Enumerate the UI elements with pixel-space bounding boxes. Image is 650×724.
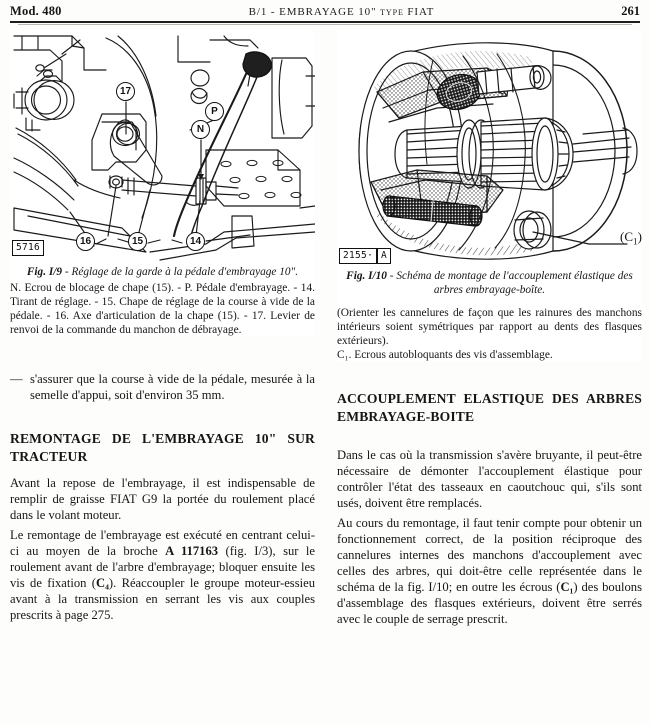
figure-i10-plate-id-letter: A <box>377 248 391 265</box>
figure-i10-illustration <box>337 30 642 266</box>
figure-i10-plate-id-number: 2155· <box>339 248 377 265</box>
figure-i10-caption-text: - Schéma de montage de l'accouplement élastique des arbres embrayage-boîte. <box>386 270 633 296</box>
nut-reference-c1: C₁ <box>560 579 574 594</box>
bullet-dash: — <box>10 372 23 387</box>
running-head <box>10 4 640 22</box>
right-column <box>337 30 642 632</box>
left-gap-2 <box>10 404 315 430</box>
figure-i9 <box>10 30 315 337</box>
page-title: B/1 - EMBRAYAGE 10" type FIAT <box>248 6 435 18</box>
screw-reference-c4: C₄ <box>96 575 109 590</box>
figure-i9-callout-14: 14 <box>186 232 205 251</box>
figure-i9-caption-title <box>10 266 315 280</box>
right-gap-1 <box>337 362 642 390</box>
figure-i9-callout-17: 17 <box>116 82 135 101</box>
header-rule <box>10 21 640 23</box>
figure-i9-illustration <box>10 30 315 262</box>
left-column <box>10 30 315 628</box>
right-paragraph-2 <box>337 516 642 628</box>
figure-i9-callout-15: 15 <box>128 232 147 251</box>
left-paragraph-2-part-b: (fig. I/3), sur le roulement avant de l'arbre d'embrayage; bloquer ensuite les vis de fixation ( <box>10 543 315 590</box>
figure-i10 <box>337 30 642 362</box>
figure-i9-callout-n: N <box>191 120 210 139</box>
right-gap-2 <box>337 436 642 448</box>
figure-i9-callout-p: P <box>205 102 224 121</box>
tool-reference: A 117163 <box>165 543 219 558</box>
left-paragraph-2 <box>10 528 315 624</box>
figure-i10-note-paragraph: (Orienter les cannelures de façon que les rainures des manchons intérieurs soient symétriques par rapport au dents des flasques extérieurs). <box>337 306 642 347</box>
right-section-heading: ACCOUPLEMENT ELASTIQUE DES ARBRES EMBRAYAGE-BOITE <box>337 390 642 424</box>
figure-i9-legend: N. Ecrou de blocage de chape (15). - P. Pédale d'embrayage. - 14. Tirant de réglage. - 15. Chape de réglage de la course à vide de la pédale. - 16. Axe d'articulation de la chape (15). - 17. Levier de renvoi de la commande du manchon de débrayage. <box>10 281 315 337</box>
figure-i10-note-item: C₁. Ecrous autobloquants des vis d'assemblage. <box>337 348 553 361</box>
figure-i10-notes <box>337 306 642 362</box>
right-paragraph-2-part-b: ) des boulons d'assemblage des flasques extérieurs, doivent être serrés avec le couple de serrage prescrit. <box>337 579 643 626</box>
figure-i10-caption-title <box>337 270 642 298</box>
left-section-heading: REMONTAGE DE L'EMBRAYAGE 10" SUR TRACTEUR <box>10 430 315 464</box>
figure-i9-caption-text: - Réglage de la garde à la pédale d'embrayage 10". <box>62 266 299 278</box>
bullet-text: s'assurer que la course à vide de la pédale, mesurée à la semelle d'appui, soit d'environ 35 mm. <box>30 372 315 403</box>
figure-i9-callout-16: 16 <box>76 232 95 251</box>
right-paragraph-2-part-a: Au cours du remontage, il faut tenir compte pour obtenir un fonctionnement correct, de la position réciproque des cannelures internes des manchons d'accouplement avec celles des arbres, qui doit-être celle représentée dans le schéma de la fig. I/10; en outre les écrous ( <box>337 515 642 594</box>
left-paragraph-1: Avant la repose de l'embrayage, il est indispensable de remplir de graisse FIAT G9 la portée du roulement placé dans le volant moteur. <box>10 475 315 522</box>
right-paragraph-1: Dans le cas où la transmission s'avère bruyante, il peut-être nécessaire de démonter l'accouplement élastique pour contrôler l'état des tasseaux en caoutchouc qui, s'ils sont usés, doivent être remplacés. <box>337 448 642 510</box>
page-model-label: Mod. 480 <box>10 4 62 18</box>
pedal-clearance-bullet <box>10 371 315 404</box>
figure-i9-caption <box>10 266 315 337</box>
figure-i10-caption-label: Fig. I/10 <box>346 270 387 282</box>
page-number: 261 <box>621 4 640 18</box>
figure-i10-pointer-label-c1: $(C_1)$ <box>619 229 642 248</box>
left-paragraph-2-part-a: Le remontage de l'embrayage est exécuté en centrant celui-ci au moyen de la broche <box>10 527 315 558</box>
left-paragraph-2-part-c: ). Réaccoupler le groupe moteur-essieu avant à la transmission en serrant les vis aux couples prescrits à page 275. <box>10 575 315 622</box>
figure-i9-plate-id: 5716 <box>12 240 44 257</box>
figure-i10-caption <box>337 270 642 298</box>
left-gap-1 <box>10 337 315 371</box>
figure-i9-caption-label: Fig. I/9 <box>26 266 63 278</box>
